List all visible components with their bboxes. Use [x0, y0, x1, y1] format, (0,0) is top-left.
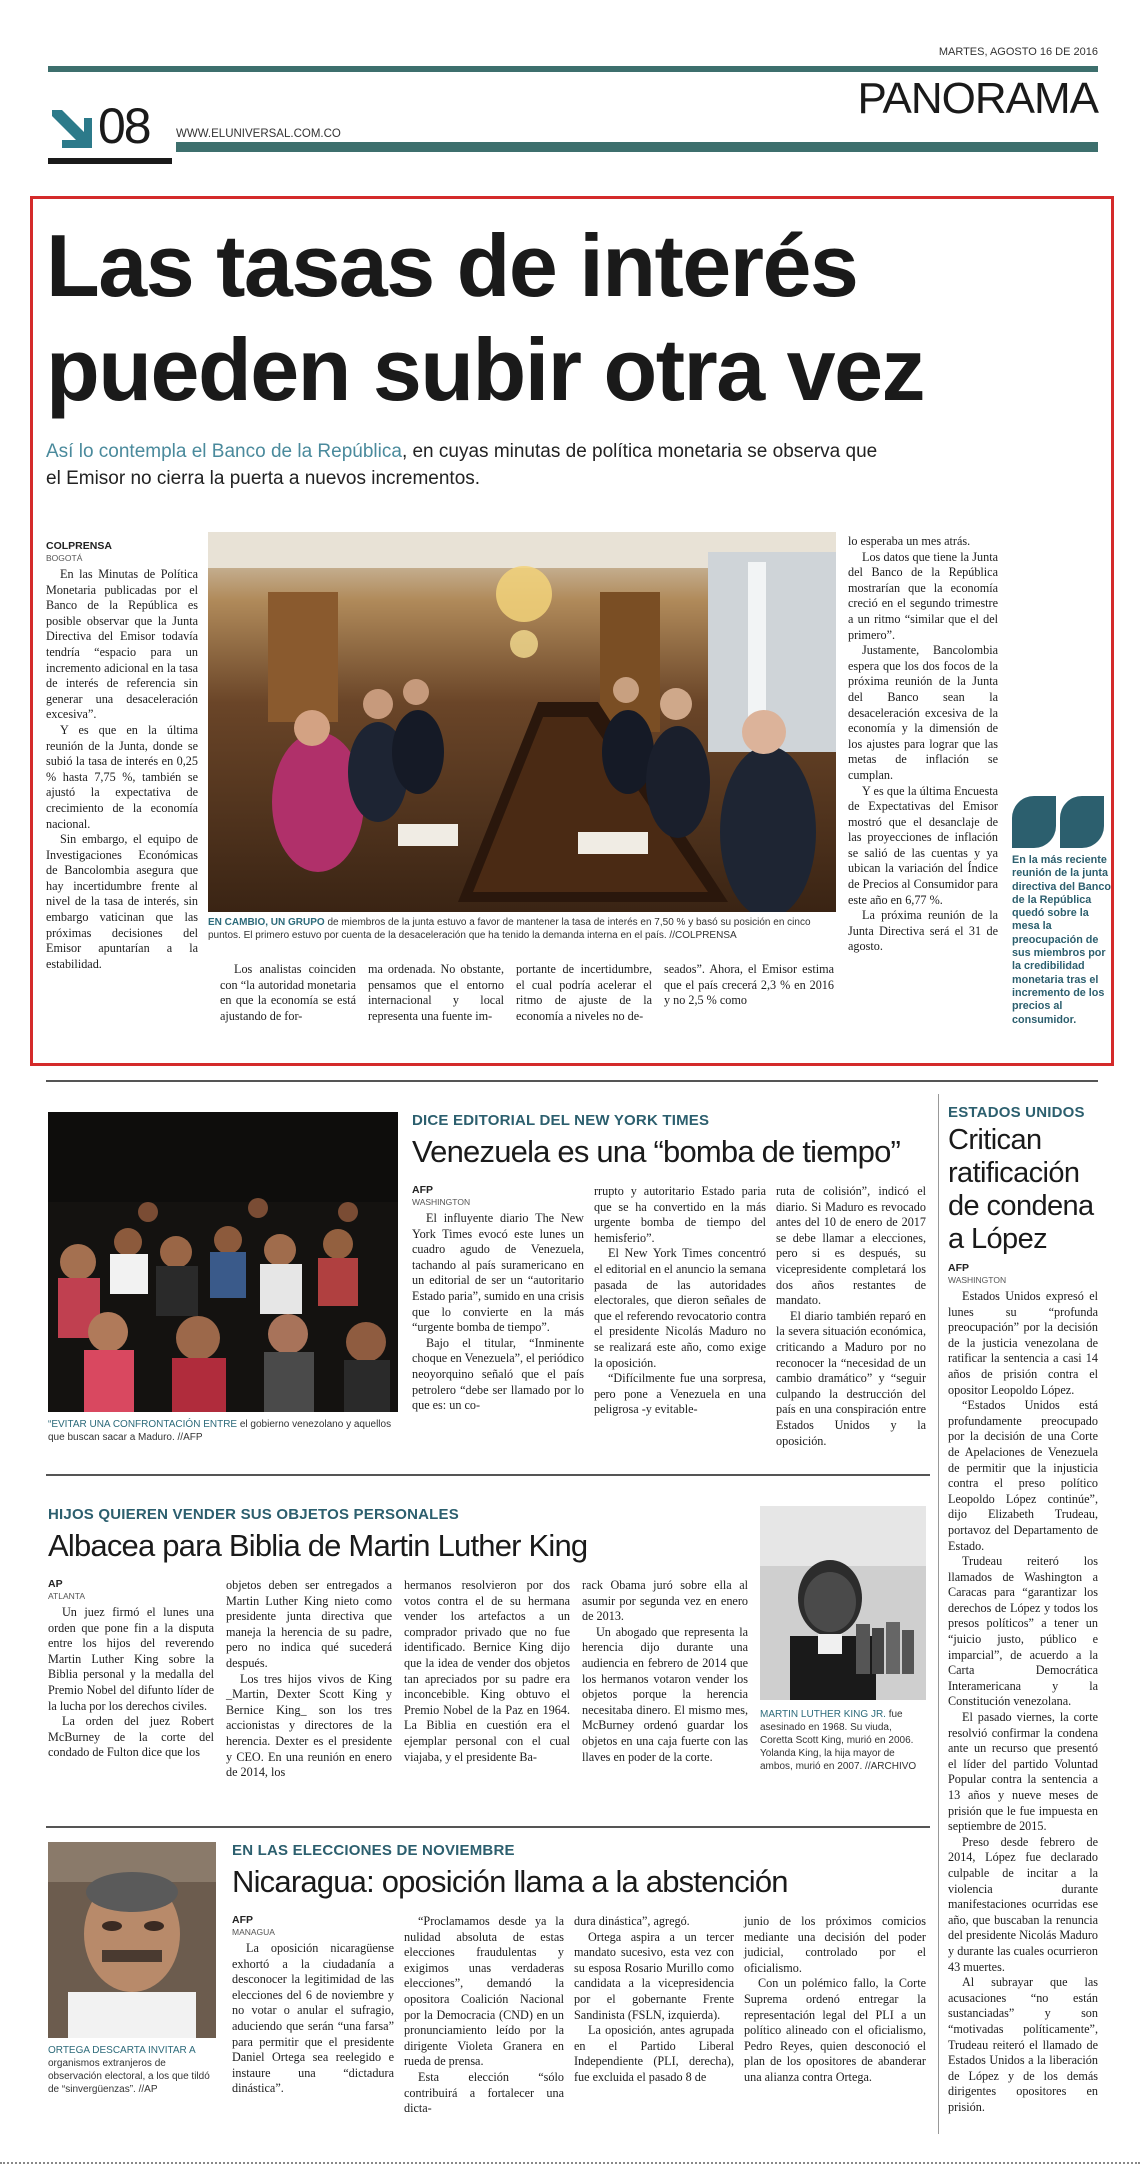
nicaragua-col3-p1: dura dinástica”, agregó.: [574, 1914, 690, 1928]
mlk-caption-lead: MARTIN LUTHER KING JR.: [760, 1709, 886, 1720]
nicaragua-col-4: [744, 1914, 926, 2086]
lead-bottom-col4-text: seados”. Ahora, el Emisor estima que el país crecerá 2,3 % en 2016 y no 2,5 % como: [664, 962, 834, 1008]
lead-col1-p2: Y es que en la última reunión de la Junta, donde se subió la tasa de interés en 0,25 % hasta 7,75 %, también se ajustó la expectativa de crecimiento de la economía nacional.: [46, 722, 198, 831]
lead-col-1: [46, 540, 198, 972]
nicaragua-col-1: [232, 1914, 394, 2097]
nicaragua-col3-p3: La oposición, antes agrupada en el Partido Liberal Independiente (PLI, derecha), fue excluida el pasado 8 de: [574, 2023, 734, 2084]
nicaragua-kicker: EN LAS ELECCIONES DE NOVIEMBRE: [232, 1842, 515, 1859]
lopez-byline: AFP: [948, 1262, 969, 1274]
lead-col1-p3: Sin embargo, el equipo de Investigaciones Económicas de Bancolombia asegura que hay incertidumbre frente al nivel de la tasa de interés, sin embargo vaticinan que las próximas decisiones del Emisor apuntarían a la estabilidad.: [46, 832, 198, 971]
lopez-column-divider: [938, 1094, 939, 2134]
venezuela-byline: AFP: [412, 1184, 433, 1196]
lopez-headline-line2: ratificación: [948, 1157, 1080, 1189]
mlk-col-4: [582, 1578, 748, 1765]
lead-place: BOGOTÁ: [46, 553, 83, 563]
lead-right-p4: Y es que la última Encuesta de Expectativas del Emisor mostró que el desanclaje de las proyecciones de inflación se salió de las cuentas y ya ubican la variación del Índice de Precios al Consumidor para este año en 6,77 %.: [848, 783, 998, 907]
venezuela-caption-lead: “EVITAR UNA CONFRONTACIÓN ENTRE: [48, 1419, 238, 1430]
lopez-p5: Preso desde febrero de 2014, López fue declarado culpable de incitar a la violencia durante manifestaciones ocurridas ese año, que buscaban la renuncia del presidente Nicolás Maduro y durante las cuales ocurrieron 43 muertes.: [948, 1834, 1098, 1974]
lead-headline-line2: pueden subir otra vez: [46, 320, 925, 419]
lead-bottom-col2-text: ma ordenada. No obstante, pensamos que el entorno internacional y local representa una fuente im-: [368, 962, 504, 1023]
masthead-left-rule: [48, 158, 172, 164]
venezuela-col2-p2: El New York Times concentró el editorial en el anuncio la semana pasada de las autoridades electorales, que dieron señales de que el referendo revocatorio contra el presidente Nicolás Maduro no se realizará este año, como exige la oposición.: [594, 1246, 766, 1370]
mlk-place: ATLANTA: [48, 1591, 85, 1601]
mlk-col1-p2: La orden del juez Robert McBurney de la corte del condado de Fulton dice que los: [48, 1714, 214, 1760]
lopez-headline: [948, 1124, 1098, 1256]
lopez-place: WASHINGTON: [948, 1275, 1007, 1285]
lead-byline: COLPRENSA: [46, 540, 112, 552]
separator-after-lead: [46, 1080, 1098, 1082]
lead-deck-line2: el Emisor no cierra la puerta a nuevos incrementos.: [46, 468, 481, 489]
mlk-col4-p1: rack Obama juró sobre ella al asumir por segunda vez en enero de 2013.: [582, 1578, 748, 1624]
nicaragua-place: MANAGUA: [232, 1927, 275, 1937]
separator-after-mlk: [46, 1826, 930, 1828]
mlk-col-3: [404, 1578, 570, 1765]
masthead-bottom-rule: [176, 142, 1098, 152]
lopez-headline-line1: Critican: [948, 1124, 1042, 1156]
lead-deck-rest: , en cuyas minutas de política monetaria se observa que: [401, 441, 878, 462]
mlk-col3-p1: hermanos resolvieron por dos votos contra el de su hermana vender los artefactos a un comprador privado que no fue identificado. Bernice King dijo que la idea de vender dos objetos tan apreciados por su padre era inconcebible. King obtuvo el Premio Nobel de la Paz en 1964. La Biblia en cuestión era el ejemplar personal con el cual viajaba, y el presidente Ba-: [404, 1578, 570, 1764]
nicaragua-byline: AFP: [232, 1914, 253, 1926]
venezuela-col-2: [594, 1184, 766, 1418]
lopez-headline-line3: de condena: [948, 1190, 1094, 1222]
venezuela-col3-p2: El diario también reparó en la severa situación económica, criticando a Maduro por no reconocer la “necesidad de un cambio dramático” y “seguir culpando la destrucción del país en una conspiración entre Estados Unidos y la oposición.: [776, 1308, 926, 1448]
lopez-kicker: ESTADOS UNIDOS: [948, 1104, 1085, 1121]
lead-bottom-col-2: [368, 962, 504, 1024]
nicaragua-col2-p2: Esta elección “sólo contribuirá a fortalecer una dicta-: [404, 2069, 564, 2116]
ortega-photo: [48, 1842, 216, 2038]
mlk-col4-p2: Un abogado que representa la herencia dijo durante una audiencia en febrero de 2014 que los hermanos votaron vender los objetos porque la herencia necesitaba dinero. El mismo mes, McBurney ordenó guardar los objetos en una caja fuerte con las llaves en poder de la corte.: [582, 1624, 748, 1764]
venezuela-kicker: DICE EDITORIAL DEL NEW YORK TIMES: [412, 1112, 710, 1129]
nicaragua-col4-p2: Con un polémico fallo, la Corte Suprema ordenó entregar la representación legal del PLI a un político alineado con el oficialismo, Pedro Reyes, quien desconoció el plan de los opositores de abanderar una alianza contra Ortega.: [744, 1976, 926, 2084]
section-title: PANORAMA: [857, 74, 1098, 123]
lead-bottom-col-1: [220, 962, 356, 1024]
venezuela-col2-p3: “Difícilmente fue una sorpresa, pero pone a Venezuela en una peligrosa -y evitable-: [594, 1371, 766, 1417]
venezuela-col1-p2: Bajo el titular, “Inminente choque en Venezuela”, el periódico neoyorquino señaló que el país petrolero “debe ser llamado por lo que es: un co-: [412, 1335, 585, 1413]
mlk-byline: AP: [48, 1578, 63, 1590]
mlk-photo: [760, 1506, 926, 1700]
nicaragua-headline: Nicaragua: oposición llama a la abstención: [232, 1864, 788, 1899]
lead-deck-highlight: Así lo contempla el Banco de la República: [46, 441, 402, 462]
lead-bottom-col3-text: portante de incertidumbre, el cual podría acelerar el ritmo de ajuste de la economía a niveles no de-: [516, 962, 652, 1023]
lead-right-p1: lo esperaba un mes atrás.: [848, 534, 971, 548]
lead-bottom-col-4: [664, 962, 834, 1009]
mlk-col1-p1: Un juez firmó el lunes una orden que pone fin a la disputa entre los hijos del reverendo Martin Luther King sobre la Biblia personal y la medalla del Premio Nobel del difunto líder de la lucha por los derechos civiles.: [48, 1605, 214, 1713]
venezuela-col-1: [412, 1184, 584, 1414]
lead-bottom-col-3: [516, 962, 652, 1024]
lead-bottom-col1-text: Los analistas coinciden con “la autoridad monetaria en que la economía se está ajustando de for-: [220, 962, 356, 1023]
lopez-p4: El pasado viernes, la corte resolvió confirmar la condena ante un recurso que presentó el líder del partido Voluntad Popular contra la sentencia a 13 años y nueve meses de prisión que le fue impuesta en septiembre de 2015.: [948, 1710, 1098, 1834]
page-arrow-icon: [48, 104, 94, 152]
mlk-col-1: [48, 1578, 214, 1761]
venezuela-headline: Venezuela es una “bomba de tiempo”: [412, 1134, 901, 1169]
venezuela-place: WASHINGTON: [412, 1197, 471, 1207]
mlk-headline: Albacea para Biblia de Martin Luther King: [48, 1528, 588, 1563]
lead-deck: [46, 438, 1006, 492]
mlk-col2-p2: Los tres hijos vivos de King _Martin, Dexter Scott King y Bernice King_ son los tres accionistas y directores de la herencia. Dexter es el presidente y CEO. En una reunión en enero de 2014, los: [226, 1671, 392, 1780]
lopez-body: [948, 1262, 1098, 2115]
website-url[interactable]: WWW.ELUNIVERSAL.COM.CO: [176, 128, 341, 140]
venezuela-col3-p1: ruta de colisión”, indicó el diario. Si Maduro es revocado antes del 10 de enero de 2017 se debe llamar a elecciones, pero si es después, su vicepresidente completará los dos años restantes de mandato.: [776, 1184, 926, 1308]
masthead-top-rule: [48, 66, 1098, 72]
lopez-p6: Al subrayar que las acusaciones “no están sustanciadas” y son “motivadas políticamente”, Trudeau reiteró el llamado de Estados Unidos a la liberación de López y de los demás dirigentes opositores en prisión.: [948, 1975, 1098, 2114]
nicaragua-col1-p1: La oposición nicaragüense exhortó a la ciudadanía a desconocer la legitimidad de las elecciones del 6 de noviembre y no votar o anular el sufragio, aduciendo que serán “una farsa” para permitir que el presidente Daniel Ortega sea reelegido e instaure una “dictadura dinástica”.: [232, 1941, 394, 2096]
venezuela-photo-caption: [48, 1418, 398, 1444]
page-bottom-dotted-edge: [0, 2162, 1140, 2164]
nicaragua-col-3: [574, 1914, 734, 2086]
ortega-caption-rest: organismos extranjeros de observación electoral, a los que tildó de “sinvergüenzas”. //AP: [48, 2058, 210, 2095]
venezuela-photo-crowd: [48, 1112, 398, 1412]
lead-right-p5: La próxima reunión de la Junta Directiva será el 31 de agosto.: [848, 908, 998, 954]
lead-photo-caption: [208, 916, 836, 942]
lead-photo-boardroom: [208, 532, 836, 912]
issue-date: MARTES, AGOSTO 16 DE 2016: [938, 46, 1098, 58]
nicaragua-col2-p1: “Proclamamos desde ya la nulidad absoluta de estas elecciones fraudulentas y exigimos unas verdaderas elecciones”, demandó la opositora Coalición Nacional por la Democracia (CND) en un pronunciamiento leído por la dirigente Violeta Granera en rueda de prensa.: [404, 1914, 564, 2069]
lead-col1-p1: En las Minutas de Política Monetaria publicadas por el Banco de la República es posible observar que la Junta Directiva del Emisor todavía tendría “espacio para un incremento adicional en la tasa de interés de referencia sin generar una desaceleración excesiva”.: [46, 567, 198, 722]
nicaragua-col4-p1: junio de los próximos comicios mediante una decisión del poder judicial, controlado por el oficialismo.: [744, 1914, 926, 1975]
mlk-kicker: HIJOS QUIEREN VENDER SUS OBJETOS PERSONALES: [48, 1506, 459, 1523]
mlk-col2-p1: objetos deben ser entregados a Martin Luther King nieto como presidente junta directiva que maneja la herencia de su padre, pero no indica qué sucederá después.: [226, 1578, 392, 1670]
lopez-p2: “Estados Unidos está profundamente preocupado por la decisión de una Corte de Apelaciones de Venezuela de permitir que la injusticia contra el preso político Leopoldo López continúe”, dijo Elizabeth Trudeau, portavoz del Departamento de Estado.: [948, 1398, 1098, 1553]
ortega-photo-caption: [48, 2044, 216, 2096]
ortega-caption-lead: ORTEGA DESCARTA INVITAR A: [48, 2045, 196, 2056]
lead-caption-lead: EN CAMBIO, UN GRUPO: [208, 917, 325, 928]
quote-marks-icon: [1012, 796, 1104, 848]
nicaragua-col3-p2: Ortega aspira a un tercer mandato sucesivo, esta vez con su esposa Rosario Murillo como candidata a la vicepresidencia por el gobernante Frente Sandinista (FSLN, izquierda).: [574, 1929, 734, 2022]
lead-caption-rest: de miembros de la junta estuvo a favor de mantener la tasa de interés en 7,50 % y basó su posición en cinco puntos. El primero estuvo por cuenta de la desaceleración que ha tenido la demanda interna en el país. //COLPRENSA: [208, 917, 811, 941]
lead-pullquote: En la más reciente reunión de la junta directiva del Banco de la República quedó sobre la mesa la preocupación de sus miembros por la credibilidad monetaria tras el incremento de los precios al consumidor.: [1012, 854, 1112, 1026]
venezuela-col1-p1: El influyente diario The New York Times evocó este lunes un cuadro agudo de Venezuela, tachando al país suramericano en un editorial de ser un “autoritario Estado paria”, sumido en una crisis que lo convierte en la más “urgente bomba de tiempo”.: [412, 1211, 584, 1335]
nicaragua-col-2: [404, 1914, 564, 2117]
mlk-photo-caption: [760, 1708, 926, 1773]
lead-headline-line1: Las tasas de interés: [46, 216, 858, 315]
separator-after-venezuela: [46, 1474, 930, 1476]
venezuela-caption-rest: el gobierno venezolano y aquellos que buscan sacar a Maduro. //AFP: [48, 1419, 392, 1443]
lopez-p3: Trudeau reiteró los llamados de Washington a Caracas para “garantizar los derechos de López y todos los presos políticos” a tener un “juicio justo, público e imparcial”, de acuerdo a la Carta Democrática Interamericana y la Constitución venezolana.: [948, 1554, 1098, 1709]
mlk-caption-rest: fue asesinado en 1968. Su viuda, Coretta Scott King, murió en 2006. Yolanda King, la hija mayor de ambos, murió en 2007. //ARCHIVO: [760, 1709, 917, 1772]
mlk-col-2: [226, 1578, 392, 1781]
lead-right-p3: Justamente, Bancolombia espera que los dos focos de la próxima reunión de la Junta del Banco sean la desaceleración excesiva de la economía y la dimensión de los ajustes para lograr que las metas de inflación se cumplan.: [848, 643, 998, 782]
lead-col-right: [848, 534, 998, 955]
venezuela-col-3: [776, 1184, 926, 1449]
venezuela-col2-p1: rrupto y autoritario Estado paria que se ha convertido en la más urgente bomba de tiempo del hemisferio”.: [594, 1184, 766, 1245]
lopez-p1: Estados Unidos expresó el lunes su “profunda preocupación” por la decisión de la justicia venezolana de ratificar la sentencia a casi 14 años de prisión contra el opositor Leopoldo López.: [948, 1289, 1098, 1397]
page-number: 08: [98, 98, 150, 154]
lead-right-p2: Los datos que tiene la Junta del Banco de la República mostrarían que la economía creció en el segundo trimestre a un ritmo “similar que el del primero”.: [848, 549, 998, 642]
lopez-headline-line4: a López: [948, 1223, 1047, 1255]
